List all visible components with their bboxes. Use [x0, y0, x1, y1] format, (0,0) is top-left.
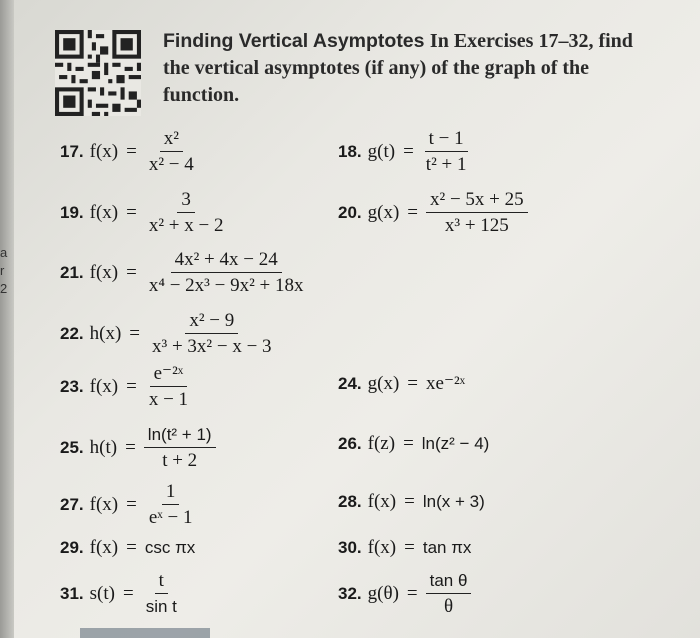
- equals-sign: =: [406, 582, 418, 604]
- exercise-24: [338, 372, 465, 395]
- exercise-number: 29.: [60, 538, 84, 557]
- fraction: [426, 570, 472, 617]
- denominator: x − 1: [148, 389, 189, 410]
- function-name: f(x): [89, 375, 119, 397]
- equals-sign: =: [407, 201, 419, 223]
- exercise-25: [60, 424, 216, 471]
- equals-sign: =: [403, 140, 414, 162]
- exercise-23: [60, 363, 192, 410]
- exercise-number: 30.: [338, 538, 362, 557]
- function-name: f(x): [89, 261, 119, 283]
- function-name: g(x): [367, 372, 400, 394]
- exercise-31: [60, 570, 181, 617]
- exercise-17: [60, 128, 198, 175]
- expression: ln(z² − 4): [421, 434, 490, 453]
- equals-sign: =: [404, 491, 415, 512]
- exercise-number: 18.: [338, 141, 362, 161]
- exercise-number: 19.: [60, 202, 84, 222]
- exercise-number: 17.: [60, 141, 84, 161]
- denominator: x² + x − 2: [148, 215, 224, 236]
- denominator: t + 2: [162, 450, 198, 471]
- equals-sign: =: [403, 433, 414, 454]
- exercise-28: [338, 491, 485, 513]
- equals-sign: =: [125, 436, 136, 458]
- exercise-29: [60, 537, 195, 559]
- fraction: [145, 481, 197, 528]
- equals-sign: =: [126, 261, 137, 283]
- fraction: [422, 128, 471, 175]
- fraction: [145, 189, 228, 236]
- equals-sign: =: [126, 140, 137, 162]
- expression: tan πx: [422, 538, 472, 557]
- numerator: 4x² + 4x − 24: [171, 249, 282, 273]
- numerator: x² − 5x + 25: [426, 189, 528, 213]
- denominator: x³ + 125: [444, 215, 509, 236]
- exercise-21: [60, 249, 308, 296]
- numerator: e⁻²ˣ: [150, 363, 188, 387]
- numerator: t: [155, 570, 168, 594]
- section-instructions: In Exercises 17–32, find the vertical asymptotes (if any) of the graph of the function.: [163, 30, 633, 106]
- edge-mark: 2: [0, 281, 8, 296]
- edge-mark: a: [0, 245, 8, 260]
- denominator: x² − 4: [148, 154, 194, 175]
- function-name: f(z): [367, 433, 396, 454]
- fraction: [145, 249, 308, 296]
- function-name: f(x): [89, 140, 119, 162]
- function-name: f(x): [367, 491, 397, 512]
- exercise-30: [338, 537, 471, 559]
- exercise-22: [60, 310, 276, 357]
- exercise-19: [60, 189, 227, 236]
- exercise-number: 25.: [60, 437, 84, 457]
- edge-mark: r: [0, 263, 5, 278]
- qr-code-icon: [55, 30, 141, 116]
- function-name: g(t): [367, 140, 396, 162]
- denominator: θ: [443, 596, 454, 617]
- section-title: [163, 28, 633, 109]
- equals-sign: =: [126, 201, 137, 223]
- denominator: x⁴ − 2x³ − 9x² + 18x: [148, 275, 304, 296]
- exercise-18: [338, 128, 471, 175]
- exercise-number: 21.: [60, 262, 84, 282]
- exercise-number: 23.: [60, 376, 84, 396]
- expression: ln(x + 3): [422, 492, 485, 511]
- numerator: tan θ: [426, 570, 472, 594]
- exercise-number: 26.: [338, 434, 362, 453]
- denominator: x³ + 3x² − x − 3: [152, 336, 272, 357]
- exercise-number: 28.: [338, 492, 362, 511]
- section-heading: Finding Vertical Asymptotes: [163, 30, 425, 52]
- equals-sign: =: [122, 582, 134, 604]
- fraction: [426, 189, 528, 236]
- fraction: [145, 363, 192, 410]
- numerator: x²: [160, 128, 183, 152]
- equals-sign: =: [404, 537, 415, 558]
- function-name: g(x): [367, 201, 400, 223]
- function-name: s(t): [89, 582, 115, 604]
- fraction: [144, 424, 216, 471]
- function-name: g(θ): [367, 582, 399, 604]
- exercise-26: [338, 433, 489, 455]
- exercise-20: [338, 189, 528, 236]
- edge-marks: [0, 244, 10, 298]
- numerator: t − 1: [425, 128, 468, 152]
- function-name: h(t): [89, 436, 118, 458]
- function-name: f(x): [89, 201, 119, 223]
- equals-sign: =: [407, 372, 419, 394]
- expression: xe⁻²ˣ: [426, 373, 466, 394]
- function-name: h(x): [89, 322, 122, 344]
- denominator: eˣ − 1: [148, 507, 193, 528]
- exercise-number: 27.: [60, 494, 84, 514]
- numerator: 1: [162, 481, 180, 505]
- denominator: sin t: [145, 597, 177, 616]
- fraction: [148, 310, 276, 357]
- exercise-number: 31.: [60, 583, 84, 603]
- exercise-number: 24.: [338, 373, 362, 393]
- function-name: f(x): [367, 537, 397, 558]
- page-edge-shadow: [0, 0, 14, 638]
- exercise-number: 22.: [60, 323, 84, 343]
- denominator: t² + 1: [425, 154, 467, 175]
- function-name: f(x): [89, 493, 119, 515]
- fraction: [142, 570, 181, 617]
- numerator: 3: [177, 189, 195, 213]
- numerator: x² − 9: [185, 310, 238, 334]
- function-name: f(x): [89, 537, 119, 558]
- expression: csc πx: [144, 538, 196, 557]
- next-section-band: [80, 628, 210, 638]
- fraction: [145, 128, 198, 175]
- exercise-number: 32.: [338, 583, 362, 603]
- exercise-32: [338, 570, 471, 617]
- equals-sign: =: [126, 375, 137, 397]
- numerator: ln(t² + 1): [144, 424, 216, 448]
- equals-sign: =: [126, 493, 137, 515]
- equals-sign: =: [126, 537, 137, 558]
- exercise-27: [60, 481, 196, 528]
- exercise-number: 20.: [338, 202, 362, 222]
- equals-sign: =: [129, 322, 141, 344]
